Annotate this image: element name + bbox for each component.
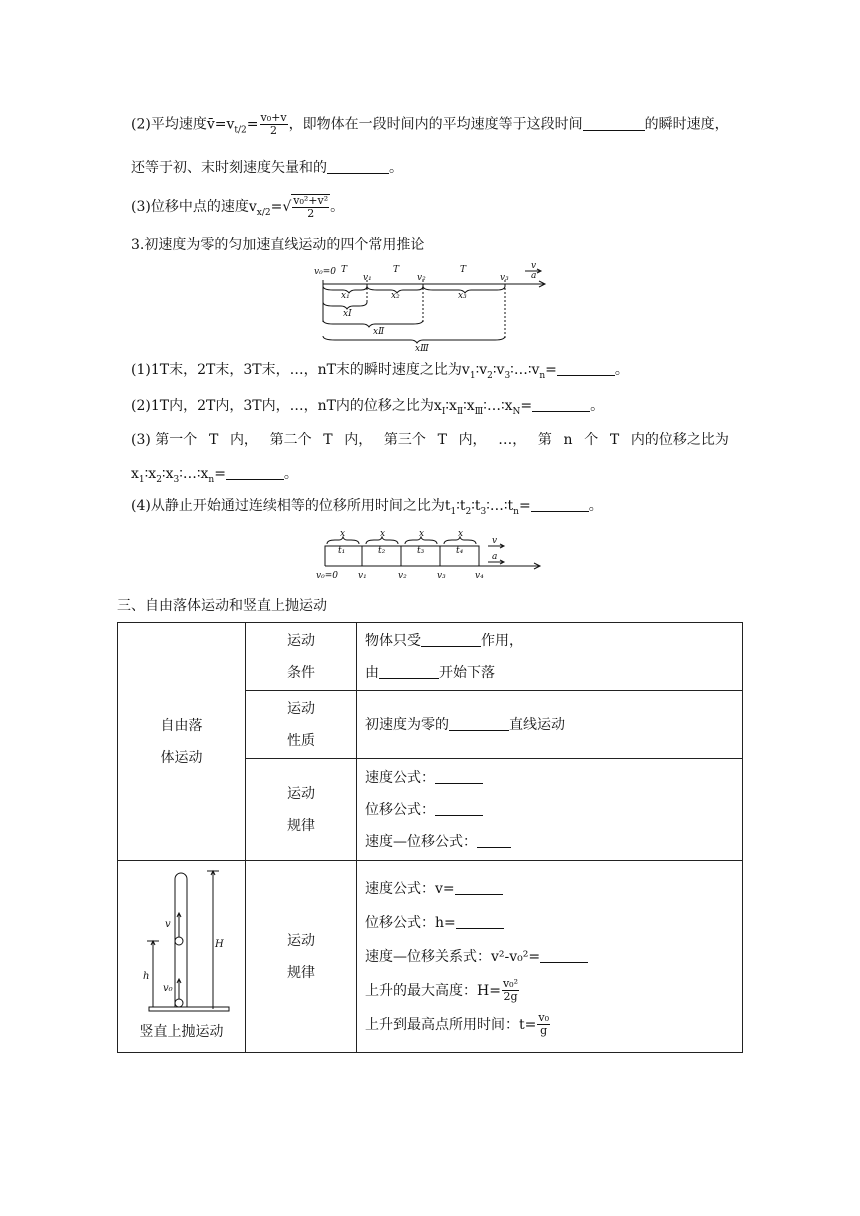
up-law-label-cell [246, 861, 357, 1053]
fig-v0: v₀ [162, 983, 173, 994]
law-content-cell [357, 759, 743, 861]
law-c: 速度—位移公式： [365, 833, 477, 850]
p3-word: 内， [458, 432, 487, 448]
ground [149, 1007, 229, 1011]
blank[interactable] [379, 664, 439, 679]
free-fall-title-2: 体运动 [160, 749, 203, 766]
fig-H: H [214, 939, 224, 950]
law-label-2: 规律 [287, 817, 315, 834]
p3-word: T [609, 432, 620, 448]
p3-word: T [323, 432, 333, 448]
nature-label-1: 运动 [287, 700, 315, 717]
condition-content-cell [357, 623, 743, 691]
inference-3-line-1 [131, 430, 729, 450]
fig2-v3: v₃ [437, 571, 446, 581]
p2-sep: ∶x [463, 398, 475, 414]
max-height-num: v₀² [502, 977, 518, 990]
blank[interactable] [531, 497, 589, 512]
blank[interactable] [449, 716, 509, 731]
inference-3-line-2 [131, 464, 298, 490]
blank[interactable] [421, 632, 481, 647]
section-heading: 三、自由落体运动和竖直上抛运动 [117, 598, 327, 614]
blank[interactable] [455, 880, 503, 895]
cond-a: 物体只受 [365, 632, 421, 649]
fig1-a-label: a [531, 271, 537, 281]
fig1-T1: T [341, 265, 348, 275]
nature-label-2: 性质 [287, 732, 315, 749]
fig1-brace-x3 [423, 286, 505, 293]
up-d: 上升的最大高度：H= [365, 982, 501, 999]
p2-eq: = [520, 398, 533, 414]
blank[interactable] [583, 116, 645, 131]
avg-fraction-den: 2 [270, 124, 278, 137]
p3-eq: = [214, 466, 226, 482]
up-law-label-2: 规律 [287, 964, 315, 981]
blank[interactable] [540, 948, 588, 963]
equal-displacement-diagram [312, 526, 547, 582]
sub: Ⅲ [474, 406, 484, 417]
sub-mid: x/2 [256, 207, 271, 218]
sub: 1 [450, 506, 457, 517]
throw-path [175, 873, 187, 1007]
avg-fraction [260, 112, 288, 137]
fig2-brace-1 [327, 537, 359, 544]
p3-word: T [437, 432, 447, 448]
p2-sep: ∶…∶x [483, 398, 513, 414]
sub: 2 [487, 370, 493, 381]
p4-sep: ∶…∶t [486, 498, 514, 514]
max-height-fraction [502, 978, 519, 1003]
p3-word: 内， [229, 432, 258, 448]
p3-word: 个 [584, 432, 599, 448]
sub: n [539, 370, 546, 381]
fig1-x3: x₃ [458, 291, 467, 301]
fig1-brace-xI [323, 302, 367, 309]
fig1-v3: v₃ [500, 273, 509, 283]
fig1-v1: v₁ [363, 273, 372, 283]
fig2-v4: v₄ [475, 571, 484, 581]
p3-word: 第二个 [269, 432, 312, 448]
fig2-x3: x [419, 529, 425, 539]
cond-a-end: 作用， [481, 632, 523, 649]
law-a: 速度公式： [365, 769, 435, 786]
blank[interactable] [532, 397, 590, 412]
p3-word: 内的位移之比为 [630, 432, 729, 448]
punct: 。 [389, 160, 403, 176]
rise-time-den: g [540, 1024, 548, 1037]
sub: 2 [465, 506, 472, 517]
sub: 2 [156, 474, 162, 485]
sub: N [512, 406, 521, 417]
fig1-brace-xII [323, 320, 423, 327]
vertical-throw-diagram [127, 867, 237, 1017]
avg-velocity-line [131, 112, 729, 140]
nature-a-end: 直线运动 [509, 716, 565, 733]
up-b: 位移公式：h= [365, 914, 456, 931]
p4-eq: = [518, 498, 531, 514]
fig2-brace-3 [405, 537, 437, 544]
punct: 。 [330, 199, 345, 215]
law-label-1: 运动 [287, 785, 315, 802]
sub: 1 [469, 370, 476, 381]
avg-text-end: 的瞬时速度， [644, 116, 729, 133]
fig2-brace-2 [366, 537, 398, 544]
up-law-label-1: 运动 [287, 932, 315, 949]
blank[interactable] [327, 159, 389, 174]
law-label-cell [246, 759, 357, 861]
ball-start [175, 999, 183, 1007]
rise-time-fraction [537, 1012, 550, 1037]
p3-word: 第 [537, 432, 552, 448]
avg-velocity-label: (2)平均速度 [131, 116, 207, 133]
rise-time-num: v₀ [538, 1011, 549, 1024]
fig2-brace-4 [444, 537, 476, 544]
sub: 3 [173, 474, 180, 485]
fig2-t1: t₁ [338, 546, 346, 556]
mid-fraction-num: v₀²+v² [293, 194, 329, 207]
blank[interactable] [226, 465, 284, 480]
fig1-brace-xIII [323, 336, 505, 343]
fig2-v-label: v [492, 536, 498, 546]
p1-sep: ∶v [475, 362, 488, 378]
fig1-v0: v₀=0 [314, 267, 336, 277]
fig1-T3: T [460, 265, 467, 275]
fig2-v2: v₂ [398, 571, 407, 581]
fig1-x1: x₁ [341, 291, 350, 301]
sub: n [208, 474, 215, 485]
fig2-x2: x [380, 529, 386, 539]
condition-label-1: 运动 [287, 632, 315, 649]
punct: 。 [590, 398, 605, 414]
inference-1 [131, 360, 629, 386]
p3-x: x [131, 466, 139, 482]
fig1-v-label: v [531, 261, 537, 271]
inference-4 [131, 496, 603, 522]
punct: 。 [614, 362, 629, 378]
p3-word: T [208, 432, 219, 448]
cond-b: 由 [365, 664, 379, 681]
sub: 3 [504, 370, 511, 381]
vertical-throw-caption: 竖直上抛运动 [139, 1024, 224, 1040]
blank[interactable] [477, 833, 511, 848]
avg-velocity-line-2 [131, 158, 403, 178]
p1-sep: ∶v [492, 362, 505, 378]
section-3-heading: 3.初速度为零的匀加速直线运动的四个常用推论 [131, 237, 425, 253]
blank[interactable] [435, 801, 483, 816]
mid-fraction [292, 195, 329, 220]
max-height-den: 2g [503, 990, 518, 1003]
fig2-v1: v₁ [358, 571, 367, 581]
blank[interactable] [435, 769, 483, 784]
sub: 3 [480, 506, 487, 517]
p3-word: (3) 第一个 [131, 432, 198, 448]
midpoint-velocity-line [131, 194, 344, 223]
p4-sep: ∶t [456, 498, 466, 514]
sub: 1 [138, 474, 145, 485]
p1-text: (1)1T末，2T末，3T末，…，nT末的瞬时速度之比为v [131, 362, 470, 378]
blank[interactable] [557, 361, 615, 376]
p3-word: 内， [344, 432, 373, 448]
fig2-x4: x [458, 529, 464, 539]
punct: 。 [283, 466, 298, 482]
fig2-t4: t₄ [456, 546, 464, 556]
mid-label: (3)位移中点的速度v [131, 199, 257, 215]
fig2-t3: t₃ [417, 546, 425, 556]
blank[interactable] [456, 914, 504, 929]
p4-sep: ∶t [471, 498, 481, 514]
fig2-t2: t₂ [378, 546, 386, 556]
mid-eq: = [270, 199, 283, 215]
avg-text: ，即物体在一段时间内的平均速度等于这段时间 [288, 116, 583, 133]
fig2-x1: x [340, 529, 346, 539]
nature-content-cell [357, 691, 743, 759]
p1-eq: = [545, 362, 557, 378]
fig1-xI: xⅠ [343, 309, 352, 319]
nature-a: 初速度为零的 [365, 716, 449, 733]
p4-text: (4)从静止开始通过连续相等的位移所用时间之比为t [131, 498, 451, 514]
sqrt-expression: √ $\frac{\text{v₀²+v²}}{2}$ [282, 194, 329, 220]
cond-b-end: 开始下落 [439, 664, 495, 681]
p2-sep: ∶x [445, 398, 457, 414]
avg-fraction-num: v₀+v [260, 111, 287, 124]
p3-sep: ∶…∶x [179, 466, 209, 482]
inference-2 [131, 396, 604, 422]
nature-label-cell [246, 691, 357, 759]
fig2-v0: v₀=0 [316, 571, 338, 581]
p2-text: (2)1T内，2T内，3T内，…，nT内的位移之比为x [131, 398, 442, 414]
fig1-v2: v₂ [417, 273, 426, 283]
sub: Ⅰ [441, 406, 446, 417]
condition-label-2: 条件 [287, 664, 315, 681]
mid-fraction-den: 2 [307, 207, 315, 220]
vertical-throw-cell [118, 861, 246, 1053]
motion-table [117, 622, 743, 1053]
fig1-xIII: xⅢ [415, 344, 429, 354]
up-law-content-cell [357, 861, 743, 1053]
avg-eq-v: =v [214, 116, 235, 133]
free-fall-title-cell [118, 623, 246, 861]
sub-half: t/2 [234, 125, 247, 136]
up-a: 速度公式：v= [365, 880, 455, 897]
fig1-xII: xⅡ [373, 327, 385, 337]
avg-eq: = [246, 116, 259, 133]
p3-sep: ∶x [144, 466, 157, 482]
fig2-a-label: a [492, 552, 498, 562]
p3-sep: ∶x [161, 466, 174, 482]
fig1-T2: T [393, 265, 400, 275]
up-e: 上升到最高点所用时间：t= [365, 1016, 537, 1033]
fig1-x2: x₂ [391, 291, 400, 301]
fig-h: h [142, 971, 149, 982]
vbar-symbol: v̄ [206, 116, 215, 133]
ball-mid [175, 937, 183, 945]
punct: 。 [588, 498, 603, 514]
sub: Ⅱ [456, 406, 464, 417]
law-b: 位移公式： [365, 801, 435, 818]
p3-word: 第三个 [383, 432, 426, 448]
p3-word: …， [498, 432, 527, 448]
condition-label-cell [246, 623, 357, 691]
sub: n [513, 506, 519, 517]
uniform-acceleration-diagram [305, 258, 555, 354]
free-fall-title-1: 自由落 [160, 717, 203, 734]
avg2-text: 还等于初、末时刻速度矢量和的 [131, 160, 327, 176]
p3-word: n [563, 432, 573, 448]
fig-v: v [164, 919, 171, 930]
up-c: 速度—位移关系式：v²-v₀²= [365, 948, 541, 965]
p1-sep: ∶…∶v [510, 362, 540, 378]
